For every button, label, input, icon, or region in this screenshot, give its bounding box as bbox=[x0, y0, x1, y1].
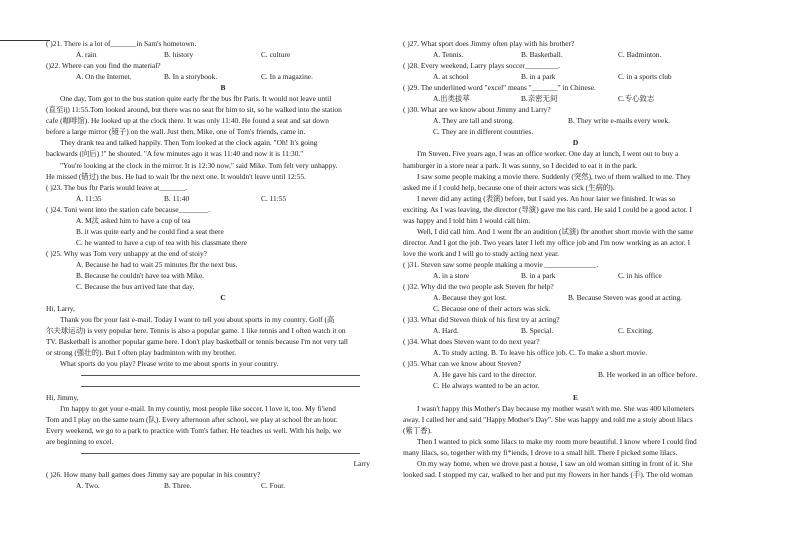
q31-options bbox=[403, 270, 748, 281]
passage-b-line: He missed (错过) the bus. He had to wait fbr the next one. It wouldn't leave until 12:55. bbox=[46, 171, 306, 181]
passage-c-line: What sports do you play? Please write to me about sports in your country. bbox=[60, 359, 279, 369]
question-23: ( )23. The bus fbr Paris would leave at_______. bbox=[46, 182, 188, 192]
question-33: ( )33. What did Steven think of his first try at acting? bbox=[403, 315, 560, 325]
q28-options bbox=[403, 71, 748, 82]
section-c-heading: C bbox=[220, 293, 226, 303]
email-separator bbox=[46, 369, 400, 380]
passage-d-line: love the work and I will go to study acting next year. bbox=[403, 248, 559, 258]
q30-option-a: A. They are tall and strong. bbox=[433, 116, 514, 126]
passage-d-line: asked me if I could help, because one of their actors was sick (生病的). bbox=[403, 182, 615, 192]
q32-options bbox=[403, 292, 748, 303]
passage-c2-line: Tom and I play on the same team (队). Every afternoon after school, we play at school fbr an hour. bbox=[46, 414, 338, 424]
question-21: ( )21. There is a lot of_______in Sam's hometown. bbox=[46, 39, 197, 48]
passage-e-line: (紫丁香). bbox=[403, 425, 432, 435]
question-30: ( )30. What are we know about Jimmy and Larry? bbox=[403, 105, 551, 115]
q31-option-a: A. in a store bbox=[433, 270, 470, 280]
q25-option-c: C. Because the bus arrived late that day. bbox=[76, 282, 195, 292]
passage-c-line: or strong (强壮的). But I often play badminton with my brother. bbox=[46, 348, 237, 358]
question-27: ( )27. What sport does Jimmy often play with his brother? bbox=[403, 39, 575, 48]
email-greeting: Hi, Larry, bbox=[46, 304, 75, 314]
q34-options: A. To study acting. B. To leave his office job. C. To make a short movie. bbox=[433, 348, 648, 358]
right-column bbox=[403, 38, 748, 480]
question-31: ( )31. Steven saw some people making a movie ______________. bbox=[403, 259, 599, 269]
q27-option-c: C. Badminton. bbox=[618, 50, 662, 60]
q22-option-c: C. In a magazine. bbox=[261, 72, 313, 82]
question-28: ( )28. Every weekend, Larry plays soccer_________. bbox=[403, 61, 560, 71]
q22-option-a: A. On the Internet. bbox=[76, 72, 132, 82]
passage-d-line: I'm Steven. Five years ago, I was an office worker. One day at lunch, I went out to buy a bbox=[417, 149, 679, 159]
q28-option-b: B. in a park bbox=[521, 72, 556, 82]
passage-d-line: was happy and I told him I would call him. bbox=[403, 215, 531, 225]
passage-b-line: cafe (咖啡馆). He looked up at the clock there. It was only 11:40. He found a seat and sat down bbox=[46, 116, 329, 126]
q29-option-a: A.出类拔萃 bbox=[433, 94, 470, 104]
question-32: ( )32. Why did the two people ask Steven fbr help? bbox=[403, 282, 554, 292]
passage-c-line: Thank you fbr your last e-mail. Today I want to tell you about sports in my country. Golf (高 bbox=[60, 315, 335, 325]
q33-options bbox=[403, 325, 748, 336]
question-29: ( )29. The underlined word "excel" means "_______" in Chinese. bbox=[403, 83, 596, 93]
passage-b-line: before a large mirror (镜子) on the wall. Just then, Mike, one of Tom's friends, came in. bbox=[46, 127, 306, 137]
section-b-heading: B bbox=[220, 83, 226, 93]
q33-option-a: A. Hard. bbox=[433, 326, 459, 336]
question-34: ( )34. What does Steven want to do next year? bbox=[403, 337, 540, 347]
q31-option-c: C. in his office bbox=[618, 270, 662, 280]
passage-e-line: Then I wanted to pick some lilacs to make my room more beautiful. I know where I could find bbox=[417, 436, 697, 446]
q35-option-a: A. He gave his card to the director. bbox=[433, 370, 537, 380]
q29-option-b: B.亲密无间 bbox=[521, 94, 558, 104]
passage-b-line: One day, Tom got to the bus station quite early fbr the bus fbr Paris. It would not leave until bbox=[60, 94, 332, 104]
q25-option-b: B. Because he couldn't have tea with Mike. bbox=[76, 270, 204, 280]
q21-option-b: B. history bbox=[164, 50, 194, 60]
passage-d-line: hamburger in a store near a park. It was sunny, so I decided to eat it in the park. bbox=[403, 160, 638, 170]
q24-option-b: B. it was quite early and he could find a seat there bbox=[76, 226, 224, 236]
q25-option-a: A. Because he had to wait 25 minutes fbr the next bus. bbox=[76, 259, 238, 269]
spacer bbox=[46, 447, 400, 458]
q22-options bbox=[46, 71, 400, 82]
q23-option-b: B. 11:40 bbox=[164, 193, 190, 203]
passage-c-line: TV. Basketball is another popular game here. I don't play basketball or tennis because I'm not very tall bbox=[46, 337, 348, 347]
passage-d-line: director. And I got the job. Two years later I left my office job and I'm now working as an actor. I bbox=[403, 237, 691, 247]
passage-b-line: (直至ij) 11:55.Tom looked around, but there was no seat fbr him to sit, so he walked into the station bbox=[46, 105, 342, 115]
passage-d-line: I saw some people making a movie there. Suddenly (突然), two of them walked to me. They bbox=[417, 171, 691, 181]
q23-options bbox=[46, 193, 400, 204]
passage-d-line: I never did any acting (表演) before, but I said yes. An hour later we finished. It was so bbox=[417, 193, 676, 203]
q33-option-b: B. Special. bbox=[521, 326, 554, 336]
passage-c2-line: are beginning to excel. bbox=[46, 436, 114, 446]
passage-e-line: looked sad. I stopped my car, walked to her and put my flowers in her hands (手). The old woman bbox=[403, 469, 693, 479]
passage-c-line: 尔夫球运动) is very popular here. Tennis is also a popular game. 1 like tennis and I often watch it on bbox=[46, 326, 346, 336]
left-column bbox=[46, 38, 400, 491]
q21-option-a: A. rain bbox=[76, 50, 97, 60]
passage-e-line: away. I called her and said "Happy Mother's Day". She was happy and told me a stoiy about lilacs bbox=[403, 414, 693, 424]
q32-option-a: A. Because they got lost. bbox=[433, 293, 507, 303]
q33-option-c: C. Exciting. bbox=[618, 326, 654, 336]
q26-option-c: C. Four. bbox=[261, 480, 286, 490]
q26-options bbox=[46, 480, 400, 491]
header-rule bbox=[0, 40, 50, 41]
question-22: ()22. Where can you find the material? bbox=[46, 61, 161, 71]
email-signature: Larry bbox=[353, 458, 370, 468]
q32-option-b: B. Because Steven was good at acting. bbox=[568, 293, 683, 303]
q26-option-b: B. Three. bbox=[164, 480, 192, 490]
q31-option-b: B. in a park bbox=[521, 270, 556, 280]
q30-option-c: C. They are in different countries. bbox=[433, 127, 534, 137]
email-greeting: Hi, Jimmy, bbox=[46, 392, 79, 402]
passage-b-line: They drank tea and talked happily. Then Tom looked at the clock again. "Oh! It's going bbox=[60, 138, 318, 148]
q28-option-c: C. in a sports club bbox=[618, 72, 672, 82]
q30-options bbox=[403, 115, 748, 126]
section-d-heading: D bbox=[572, 138, 579, 148]
q24-option-c: C. he wanted to have a cup of tea with his classmate there bbox=[76, 237, 247, 247]
q24-option-a: A. M汰 asked him to have a cup of tea bbox=[76, 215, 191, 225]
q29-option-c: C.专心致志 bbox=[618, 94, 655, 104]
q21-option-c: C. culture bbox=[261, 50, 291, 60]
passage-d-line: exciting. As I was leaving, the director (导演) gave me his card. He said I could be a good actor. I bbox=[403, 204, 692, 214]
q35-option-b: B. He worked in an office before. bbox=[598, 370, 698, 380]
question-35: ( )35. What can we know about Steven? bbox=[403, 359, 522, 369]
q26-option-a: A. Two. bbox=[76, 480, 100, 490]
question-26: ( )26. How many ball games does Jimmy say are popular in his country? bbox=[46, 469, 261, 479]
question-25: ( )25. Why was Tom very unhappy at the end of stoiy? bbox=[46, 248, 207, 258]
q29-options bbox=[403, 93, 748, 104]
passage-e-line: I wasn't happy this Mother's Day because my mother wasn't with me. She was 400 kilometers bbox=[417, 403, 694, 413]
passage-e-line: On my way home, when we drove past a house, I saw an old woman sitting in front of it. She bbox=[417, 458, 693, 468]
passage-e-line: many lilacs, so, together with my fi*iends, I drove to a small hill. There I picked some lilacs. bbox=[403, 447, 678, 457]
passage-c2-line: Every weekend, we go to a park to practice with Tom's father. He teaches us well. With his help, we bbox=[46, 425, 342, 435]
passage-c2-line: I'm happy to get your e-mail. In my countiy, most people like soccer. I love it, too. My fi'iend bbox=[60, 403, 336, 413]
q32-option-c: C. Because one of their actors was sick. bbox=[433, 304, 551, 314]
passage-b-line: backwards (向后) !" he shouted. "A few minutes ago it was 11:40 and now it is 11:30." bbox=[46, 149, 304, 159]
section-e-heading: E bbox=[573, 392, 578, 402]
q35-option-c: C. He always wanted to be an actor. bbox=[433, 381, 540, 391]
question-24: ( )24. Toni went into the station cafe because________. bbox=[46, 204, 210, 214]
q35-options bbox=[403, 369, 748, 380]
q30-option-b: B. They write e-mails every week. bbox=[568, 116, 670, 126]
q23-option-c: C. 11:55 bbox=[261, 193, 287, 203]
passage-b-line: "You're looking at the clock in the mirror. It is 12:30 now," said Mike. Tom felt very unhappy. bbox=[60, 160, 338, 170]
q21-options bbox=[46, 49, 400, 60]
q27-option-b: B. Basketball. bbox=[521, 50, 563, 60]
spacer bbox=[46, 380, 400, 391]
q27-options bbox=[403, 49, 748, 60]
q28-option-a: A. at school bbox=[433, 72, 469, 82]
q23-option-a: A. 11:35 bbox=[76, 193, 102, 203]
q22-option-b: B. In a storybook. bbox=[164, 72, 218, 82]
q27-option-a: A. Tennis. bbox=[433, 50, 464, 60]
passage-d-line: Well, I did call him. And 1 went fbr an audition (试演) fbr another short movie with the same bbox=[417, 226, 694, 236]
